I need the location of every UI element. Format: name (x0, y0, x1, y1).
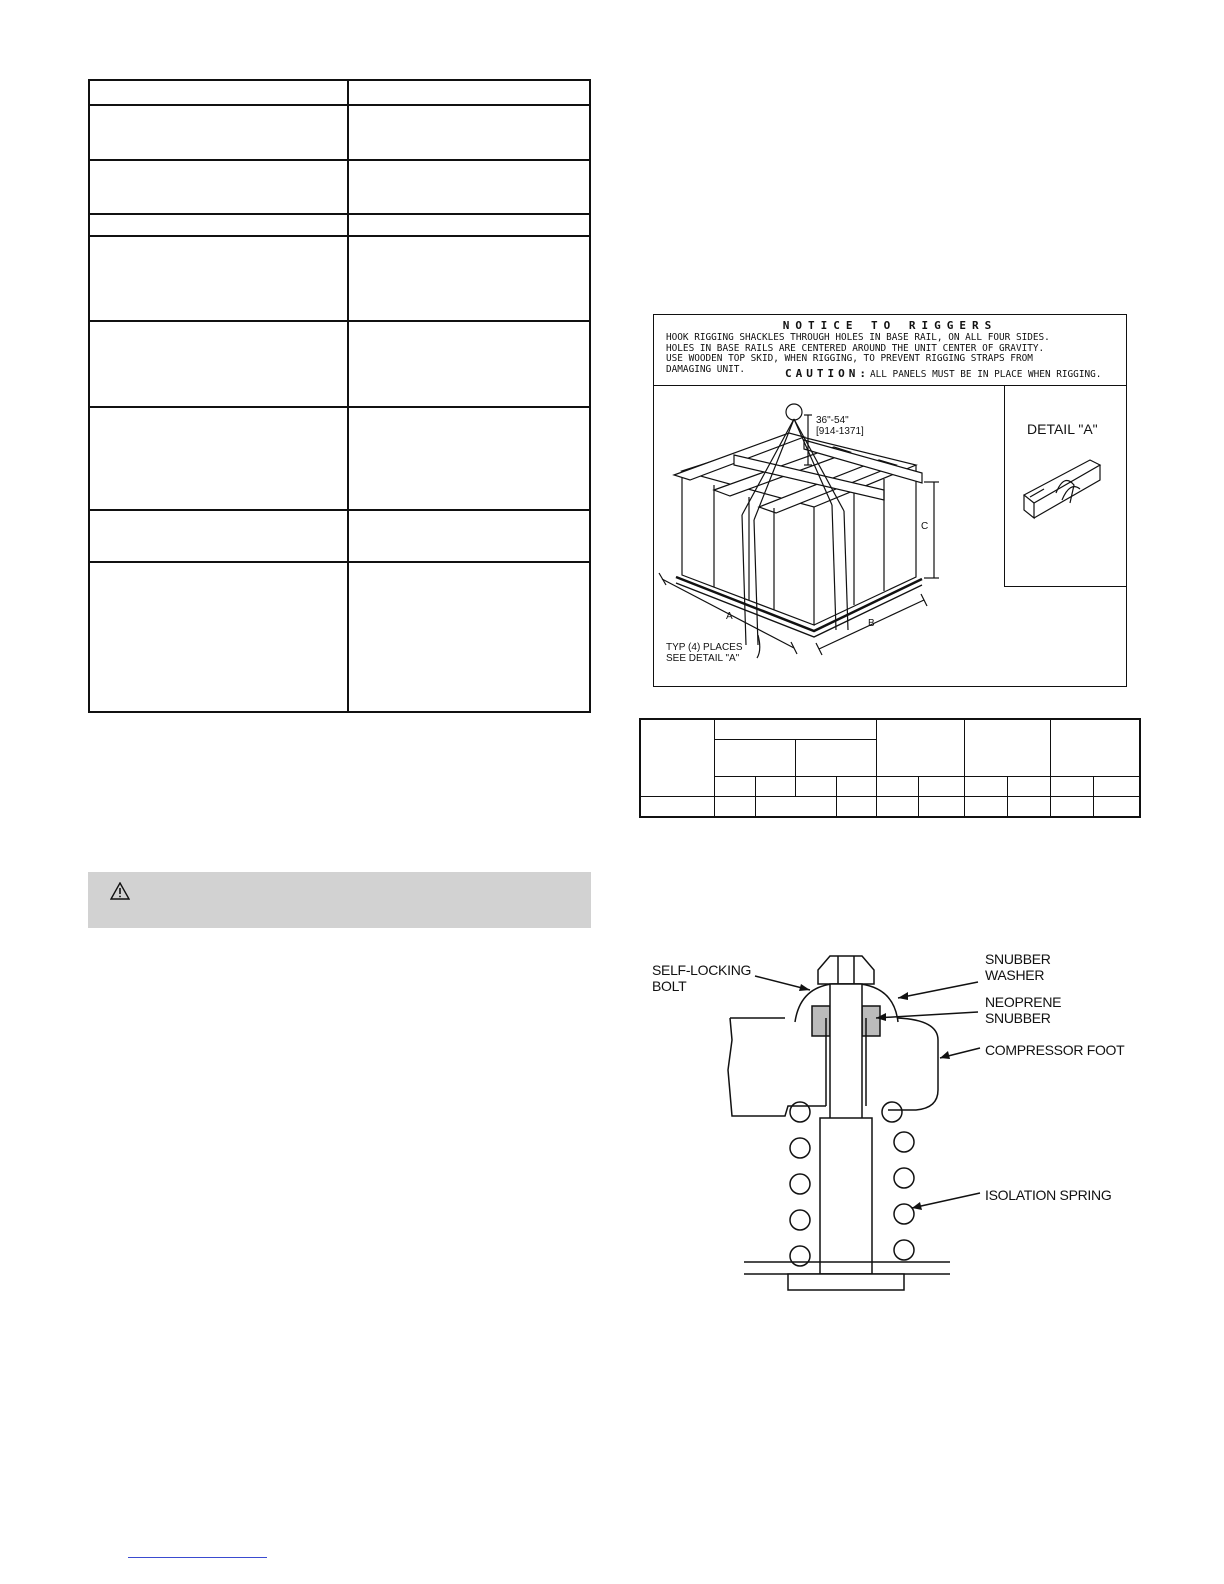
label-snubber-washer (985, 951, 1051, 983)
label-isolation-spring: ISOLATION SPRING (985, 1187, 1112, 1203)
label-line: SELF-LOCKING (652, 962, 752, 978)
label-line: SNUBBER (985, 951, 1051, 967)
dim-height-metric-label: [914-1371] (816, 426, 864, 437)
compressor-mounting-drawing (640, 940, 1160, 1300)
table-column-divider (836, 776, 837, 816)
dim-height-label: 36"-54" (816, 415, 849, 426)
table-row-divider (90, 406, 589, 408)
table-row-divider (90, 235, 589, 237)
notice-line: DAMAGING UNIT. (666, 363, 746, 375)
table-row-divider (90, 320, 589, 322)
rigging-figure (653, 314, 1127, 687)
typ-places-label: TYP (4) PLACES (666, 642, 743, 653)
table-column-divider (1093, 776, 1094, 816)
table-column-divider (347, 81, 349, 711)
table-row-divider (641, 796, 1139, 797)
dim-a-label: A (726, 611, 733, 622)
label-compressor-foot: COMPRESSOR FOOT (985, 1042, 1125, 1058)
table-row-divider (90, 104, 589, 106)
notice-line: HOOK RIGGING SHACKLES THROUGH HOLES IN BASE RAIL, ON ALL FOUR SIDES. (666, 332, 1050, 343)
table-column-divider (876, 720, 877, 816)
checklist-table (88, 79, 591, 713)
detail-a-label: DETAIL "A" (1027, 421, 1098, 437)
rigging-notice-title: NOTICE TO RIGGERS (782, 319, 998, 332)
notice-line: HOLES IN BASE RAILS ARE CENTERED AROUND THE UNIT CENTER OF GRAVITY. (666, 342, 1045, 354)
warning-triangle-icon (110, 882, 130, 900)
footer-link-underline[interactable] (128, 1557, 267, 1558)
table-column-divider (714, 720, 715, 816)
table-row-divider (90, 509, 589, 511)
label-self-locking-bolt (652, 962, 751, 994)
table-column-divider (795, 740, 796, 797)
table-row-divider (90, 561, 589, 563)
table-column-divider (755, 776, 756, 816)
rigging-dimension-table (639, 718, 1141, 818)
table-column-divider (918, 776, 919, 816)
caution-word: CAUTION: (785, 367, 870, 380)
detail-a-box (1004, 385, 1127, 587)
see-detail-label: SEE DETAIL "A" (666, 653, 740, 664)
table-column-divider (964, 720, 965, 816)
dim-b-label: B (868, 618, 875, 629)
label-line: SNUBBER (985, 1010, 1051, 1026)
warning-bar (88, 872, 591, 928)
table-row-divider (714, 776, 1139, 777)
label-line: NEOPRENE (985, 994, 1062, 1010)
table-row-divider (90, 213, 589, 215)
label-neoprene-snubber (985, 994, 1061, 1026)
table-row-divider (90, 159, 589, 161)
notice-line: USE WOODEN TOP SKID, WHEN RIGGING, TO PREVENT RIGGING STRAPS FROM (666, 353, 1033, 364)
dim-c-label: C (921, 521, 929, 532)
label-line: BOLT (652, 978, 687, 994)
table-column-divider (1050, 720, 1051, 816)
label-line: WASHER (985, 967, 1045, 983)
table-column-divider (1007, 776, 1008, 816)
caution-text: ALL PANELS MUST BE IN PLACE WHEN RIGGING. (869, 369, 1102, 380)
